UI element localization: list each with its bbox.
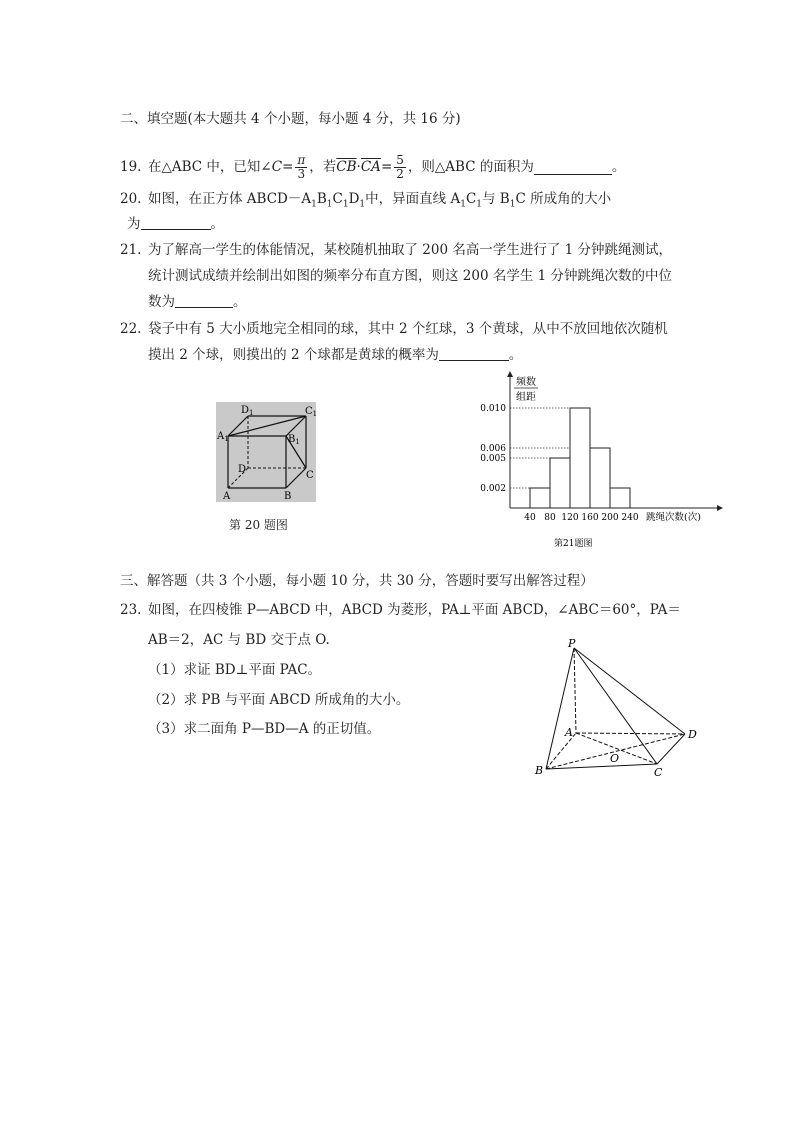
fraction-5-over-2 (394, 154, 406, 181)
question-19 (120, 150, 625, 184)
sub: 1 (311, 199, 317, 210)
label-o: O (610, 752, 620, 765)
question-number: 20. (120, 191, 142, 207)
label-d1: $D_1$ (241, 405, 254, 417)
label-c1: $C_1$ (305, 406, 318, 418)
q20-end: 。 (210, 216, 224, 232)
q22-end: 。 (508, 347, 523, 363)
q20-text: 中，异面直线 A (365, 191, 461, 207)
x-tick-label: 200 (601, 513, 619, 523)
y-tick-label: 0.005 (480, 454, 506, 464)
sub: 1 (460, 199, 466, 210)
sub: 1 (342, 199, 349, 210)
q20-text: D (348, 191, 360, 207)
q20-text: C (332, 191, 343, 207)
question-20 (120, 190, 611, 214)
question-number: 22. (120, 321, 142, 337)
label-a: A (223, 491, 231, 502)
q19-eq2: = (380, 159, 393, 175)
answer-blank[interactable] (141, 215, 211, 230)
q19-text-3: ，则△ABC 的面积为 (407, 159, 534, 175)
x-tick-label: 80 (544, 513, 556, 523)
q21-text: 数为 (148, 294, 175, 310)
label-b1: $B_1$ (288, 434, 300, 446)
histogram-chart (470, 370, 740, 555)
q19-angle-c: C (271, 159, 283, 175)
pyramid-figure (530, 636, 710, 781)
x-tick-label: 160 (581, 513, 599, 523)
sub: 1 (476, 199, 483, 210)
histogram-bar (570, 408, 590, 508)
q21-text: 为了解高一学生的体能情况，某校随机抽取了 200 名高一学生进行了 1 分钟跳绳测试， (148, 242, 673, 258)
q23-text: 如图，在四棱锥 P—ABCD 中，ABCD 为菱形，PA⊥平面 ABCD，∠ABC＝60°，PA＝ (148, 602, 681, 618)
y-label-bottom: 组距 (516, 392, 536, 403)
vector-ca: $\overline{CA}$ (360, 159, 381, 175)
edge-p-b (546, 648, 574, 769)
figure-20-caption: 第 20 题图 (229, 518, 288, 532)
edge-c-d (657, 734, 685, 764)
q22-text: 袋子中有 5 大小质地完全相同的球，其中 2 个红球，3 个黄球，从中不放回地依次随机 (148, 321, 668, 337)
x-axis-label: 跳绳次数(次) (646, 512, 701, 523)
histogram-bar (590, 448, 610, 508)
answer-blank[interactable] (534, 160, 612, 175)
chart-title: 第21题图 (554, 539, 593, 549)
frac-denominator: 3 (297, 166, 306, 181)
question-20-line-2 (127, 215, 224, 233)
section-3-heading: 三、解答题（共 3 个小题，每小题 10 分，共 30 分，答题时要写出解答过程） (120, 573, 594, 589)
question-22-line-2 (148, 346, 522, 364)
edge-p-a-hidden (574, 648, 576, 733)
q20-text: B (316, 191, 327, 207)
label-a1: $A_1$ (217, 431, 229, 443)
label-c: C (654, 766, 663, 779)
q20-text: 如图，在正方体 ABCD－A (148, 191, 312, 207)
question-22 (120, 320, 668, 338)
label-a: A (565, 726, 573, 739)
q19-end: 。 (611, 159, 626, 175)
q19-text-2: ，若 (309, 159, 337, 175)
label-p: P (568, 637, 576, 650)
answer-blank[interactable] (175, 293, 233, 308)
frac-numerator: π (297, 152, 306, 167)
dot-operator: · (356, 159, 361, 175)
y-label-top: 频数 (516, 377, 536, 388)
q20-text: 为 (127, 216, 141, 232)
x-tick-label: 240 (621, 513, 639, 523)
q19-text: 在△ABC 中，已知∠ (148, 159, 272, 175)
question-21-line-2: 统计测试成绩并绘制出如图的频率分布直方图，则这 200 名学生 1 分钟跳绳次数的中位 (148, 268, 673, 284)
q20-text: C 所成角的大小 (515, 191, 612, 207)
y-tick-label: 0.002 (480, 484, 506, 494)
vector-cb: $\overline{CB}$ (336, 159, 357, 175)
x-tick-label: 40 (524, 513, 536, 523)
cube-figure (216, 402, 316, 502)
q20-text: 与 B (482, 191, 510, 207)
q20-text: C (465, 191, 477, 207)
question-23-part-1: （1）求证 BD⊥平面 PAC。 (148, 662, 322, 678)
question-23-part-3: （3）求二面角 P—BD—A 的正切值。 (148, 721, 381, 737)
section-2-heading: 二、填空题(本大题共 4 个小题，每小题 4 分，共 16 分) (120, 111, 461, 127)
histogram-bar (550, 458, 570, 508)
sub: 1 (359, 199, 366, 210)
question-21 (120, 241, 672, 259)
question-23-line-2: AB＝2，AC 与 BD 交于点 O. (148, 632, 330, 648)
question-23 (120, 601, 681, 619)
y-tick-label: 0.006 (480, 444, 506, 454)
answer-blank[interactable] (439, 346, 509, 361)
frac-denominator: 2 (396, 166, 404, 181)
edge-a-d-hidden (576, 733, 685, 734)
label-d: D (688, 728, 697, 741)
question-number: 21. (120, 242, 142, 258)
label-c: C (306, 470, 314, 481)
label-b: B (535, 764, 544, 777)
histogram-bar (610, 488, 630, 508)
question-number: 19. (120, 159, 142, 175)
q21-end: 。 (233, 294, 247, 310)
label-d: D (238, 464, 247, 475)
fraction-pi-over-3 (295, 154, 307, 181)
edge-b-c (546, 764, 657, 769)
question-number: 23. (120, 602, 142, 618)
q19-eq: = (282, 159, 294, 175)
histogram-bar (530, 488, 550, 508)
x-tick-label: 120 (561, 513, 579, 523)
y-tick-label: 0.010 (480, 404, 506, 414)
sub: 1 (509, 199, 516, 210)
question-23-part-2: （2）求 PB 与平面 ABCD 所成角的大小。 (148, 692, 410, 708)
label-b: B (284, 491, 292, 502)
sub: 1 (326, 199, 333, 210)
edge-p-d (574, 648, 685, 734)
question-21-line-3 (148, 293, 247, 311)
q22-text: 摸出 2 个球，则摸出的 2 个球都是黄球的概率为 (148, 347, 439, 363)
frac-numerator: 5 (396, 152, 404, 167)
edge-p-c (574, 648, 657, 764)
